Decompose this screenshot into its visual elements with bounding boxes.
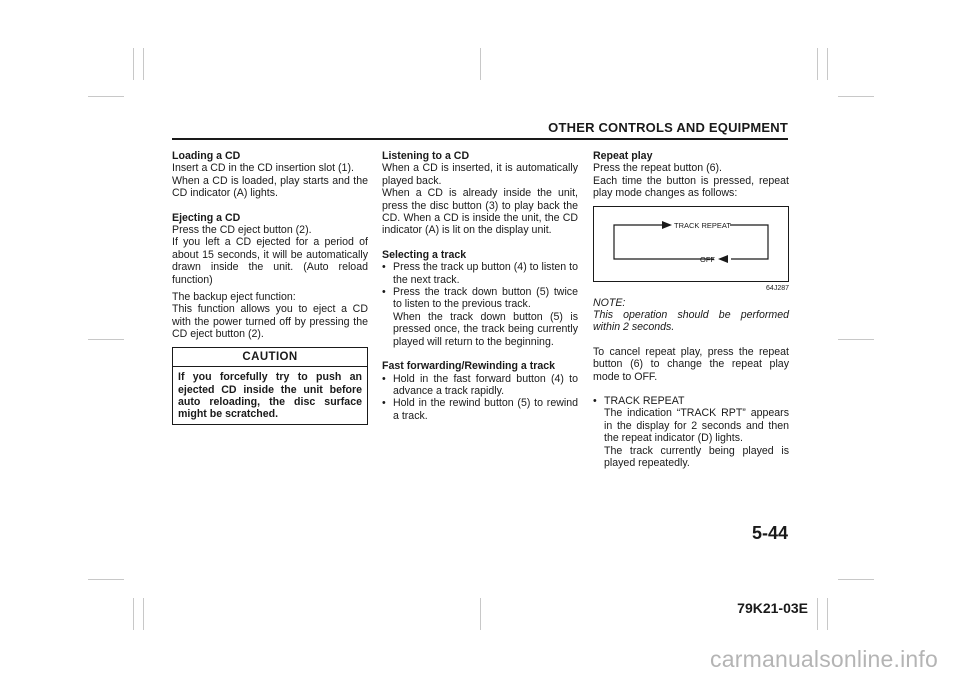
repeat-bullet-text: The track currently being played is played repeatedly. (604, 444, 789, 470)
crop-mark (827, 48, 828, 80)
repeat-heading: Repeat play (593, 150, 653, 162)
crop-mark (838, 579, 874, 580)
list-item: • TRACK REPEAT The indication “TRACK RPT” appears in the display for 2 seconds and then the repeat indicator (D) lights. The track currently being played is played repeatedly. (593, 395, 789, 470)
crop-mark (817, 48, 818, 80)
crop-mark (838, 96, 874, 97)
crop-mark (133, 598, 134, 630)
list-item: • Press the track down button (5) twice to listen to the previous track. When the track down button (5) is pressed once, the track being currently played will return to the beginning. (382, 286, 578, 348)
listening-line: When a CD is inserted, it is automatically played back. (382, 162, 578, 187)
arrow-left-icon (718, 255, 728, 263)
caution-title: CAUTION (173, 348, 367, 367)
section-title: OTHER CONTROLS AND EQUIPMENT (548, 120, 788, 135)
caution-box (172, 347, 368, 425)
loading-line: When a CD is loaded, play starts and the CD indicator (A) lights. (172, 174, 368, 200)
repeat-bullet-text: The indication “TRACK RPT” appears in the display for 2 seconds and then the repeat indicator (D) lights. (604, 407, 789, 445)
flow-label-track-repeat: TRACK REPEAT (674, 220, 731, 230)
crop-mark (480, 48, 481, 80)
repeat-mode-flow (594, 207, 788, 281)
list-item: • Hold in the fast forward button (4) to advance a track rapidly. (382, 372, 578, 397)
loading-heading: Loading a CD (172, 150, 241, 162)
column-repeat-play (593, 150, 789, 470)
crop-mark (838, 339, 874, 340)
repeat-bullet-title: TRACK REPEAT (604, 395, 685, 408)
loading-line: Insert a CD in the CD insertion slot (1). (172, 162, 354, 175)
crop-mark (480, 598, 481, 630)
backup-line: This function allows you to eject a CD with the power turned off by pressing the CD eject button (2). (172, 303, 368, 341)
note-text: This operation should be performed within 2 seconds. (593, 309, 789, 334)
listening-line: When a CD is already inside the unit, press the disc button (3) to play back the CD. When a CD is inside the unit, the CD indicator (A) is lit on the display unit. (382, 187, 578, 237)
eject-line: If you left a CD ejected for a period of about 15 seconds, it will be automatically drawn inside the unit. (Auto reload function) (172, 236, 368, 286)
crop-mark (827, 598, 828, 630)
backup-line: The backup eject function: (172, 291, 296, 304)
crop-mark (88, 96, 124, 97)
flow-label-off: OFF (700, 254, 715, 264)
document-code: 79K21-03E (737, 600, 808, 616)
crop-mark (133, 48, 134, 80)
watermark: carmanualsonline.info (710, 646, 938, 672)
page-number: 5-44 (751, 523, 788, 543)
header-divider (172, 138, 788, 140)
figure-code: 64J287 (766, 284, 789, 292)
column-listening-selecting (382, 150, 578, 422)
note-label: NOTE: (593, 296, 626, 309)
crop-mark (88, 339, 124, 340)
eject-heading: Ejecting a CD (172, 211, 241, 224)
crop-mark (143, 598, 144, 630)
column-loading-ejecting (172, 150, 368, 425)
arrow-right-icon (662, 221, 672, 229)
listening-heading: Listening to a CD (382, 150, 470, 162)
selecting-subnote: When the track down button (5) is pressed once, the track being currently played will return to the beginning. (393, 310, 578, 348)
crop-mark (143, 48, 144, 80)
list-item: • Hold in the rewind button (5) to rewind a track. (382, 397, 578, 422)
selecting-heading: Selecting a track (382, 248, 467, 261)
crop-mark (817, 598, 818, 630)
repeat-line: Press the repeat button (6). (593, 162, 722, 175)
crop-mark (88, 579, 124, 580)
list-item: • Press the track up button (4) to listen to the next track. (382, 261, 578, 286)
repeat-mode-diagram (593, 206, 789, 282)
eject-line: Press the CD eject button (2). (172, 224, 312, 237)
repeat-line: Each time the button is pressed, repeat play mode changes as follows: (593, 174, 789, 200)
caution-text: If you forcefully try to push an ejected CD inside the unit before auto reloading, the disc surface might be scratched. (178, 371, 362, 421)
cancel-text: To cancel repeat play, press the repeat button (6) to change the repeat play mode to OFF. (593, 345, 789, 383)
fast-forward-heading: Fast forwarding/Rewinding a track (382, 360, 556, 373)
